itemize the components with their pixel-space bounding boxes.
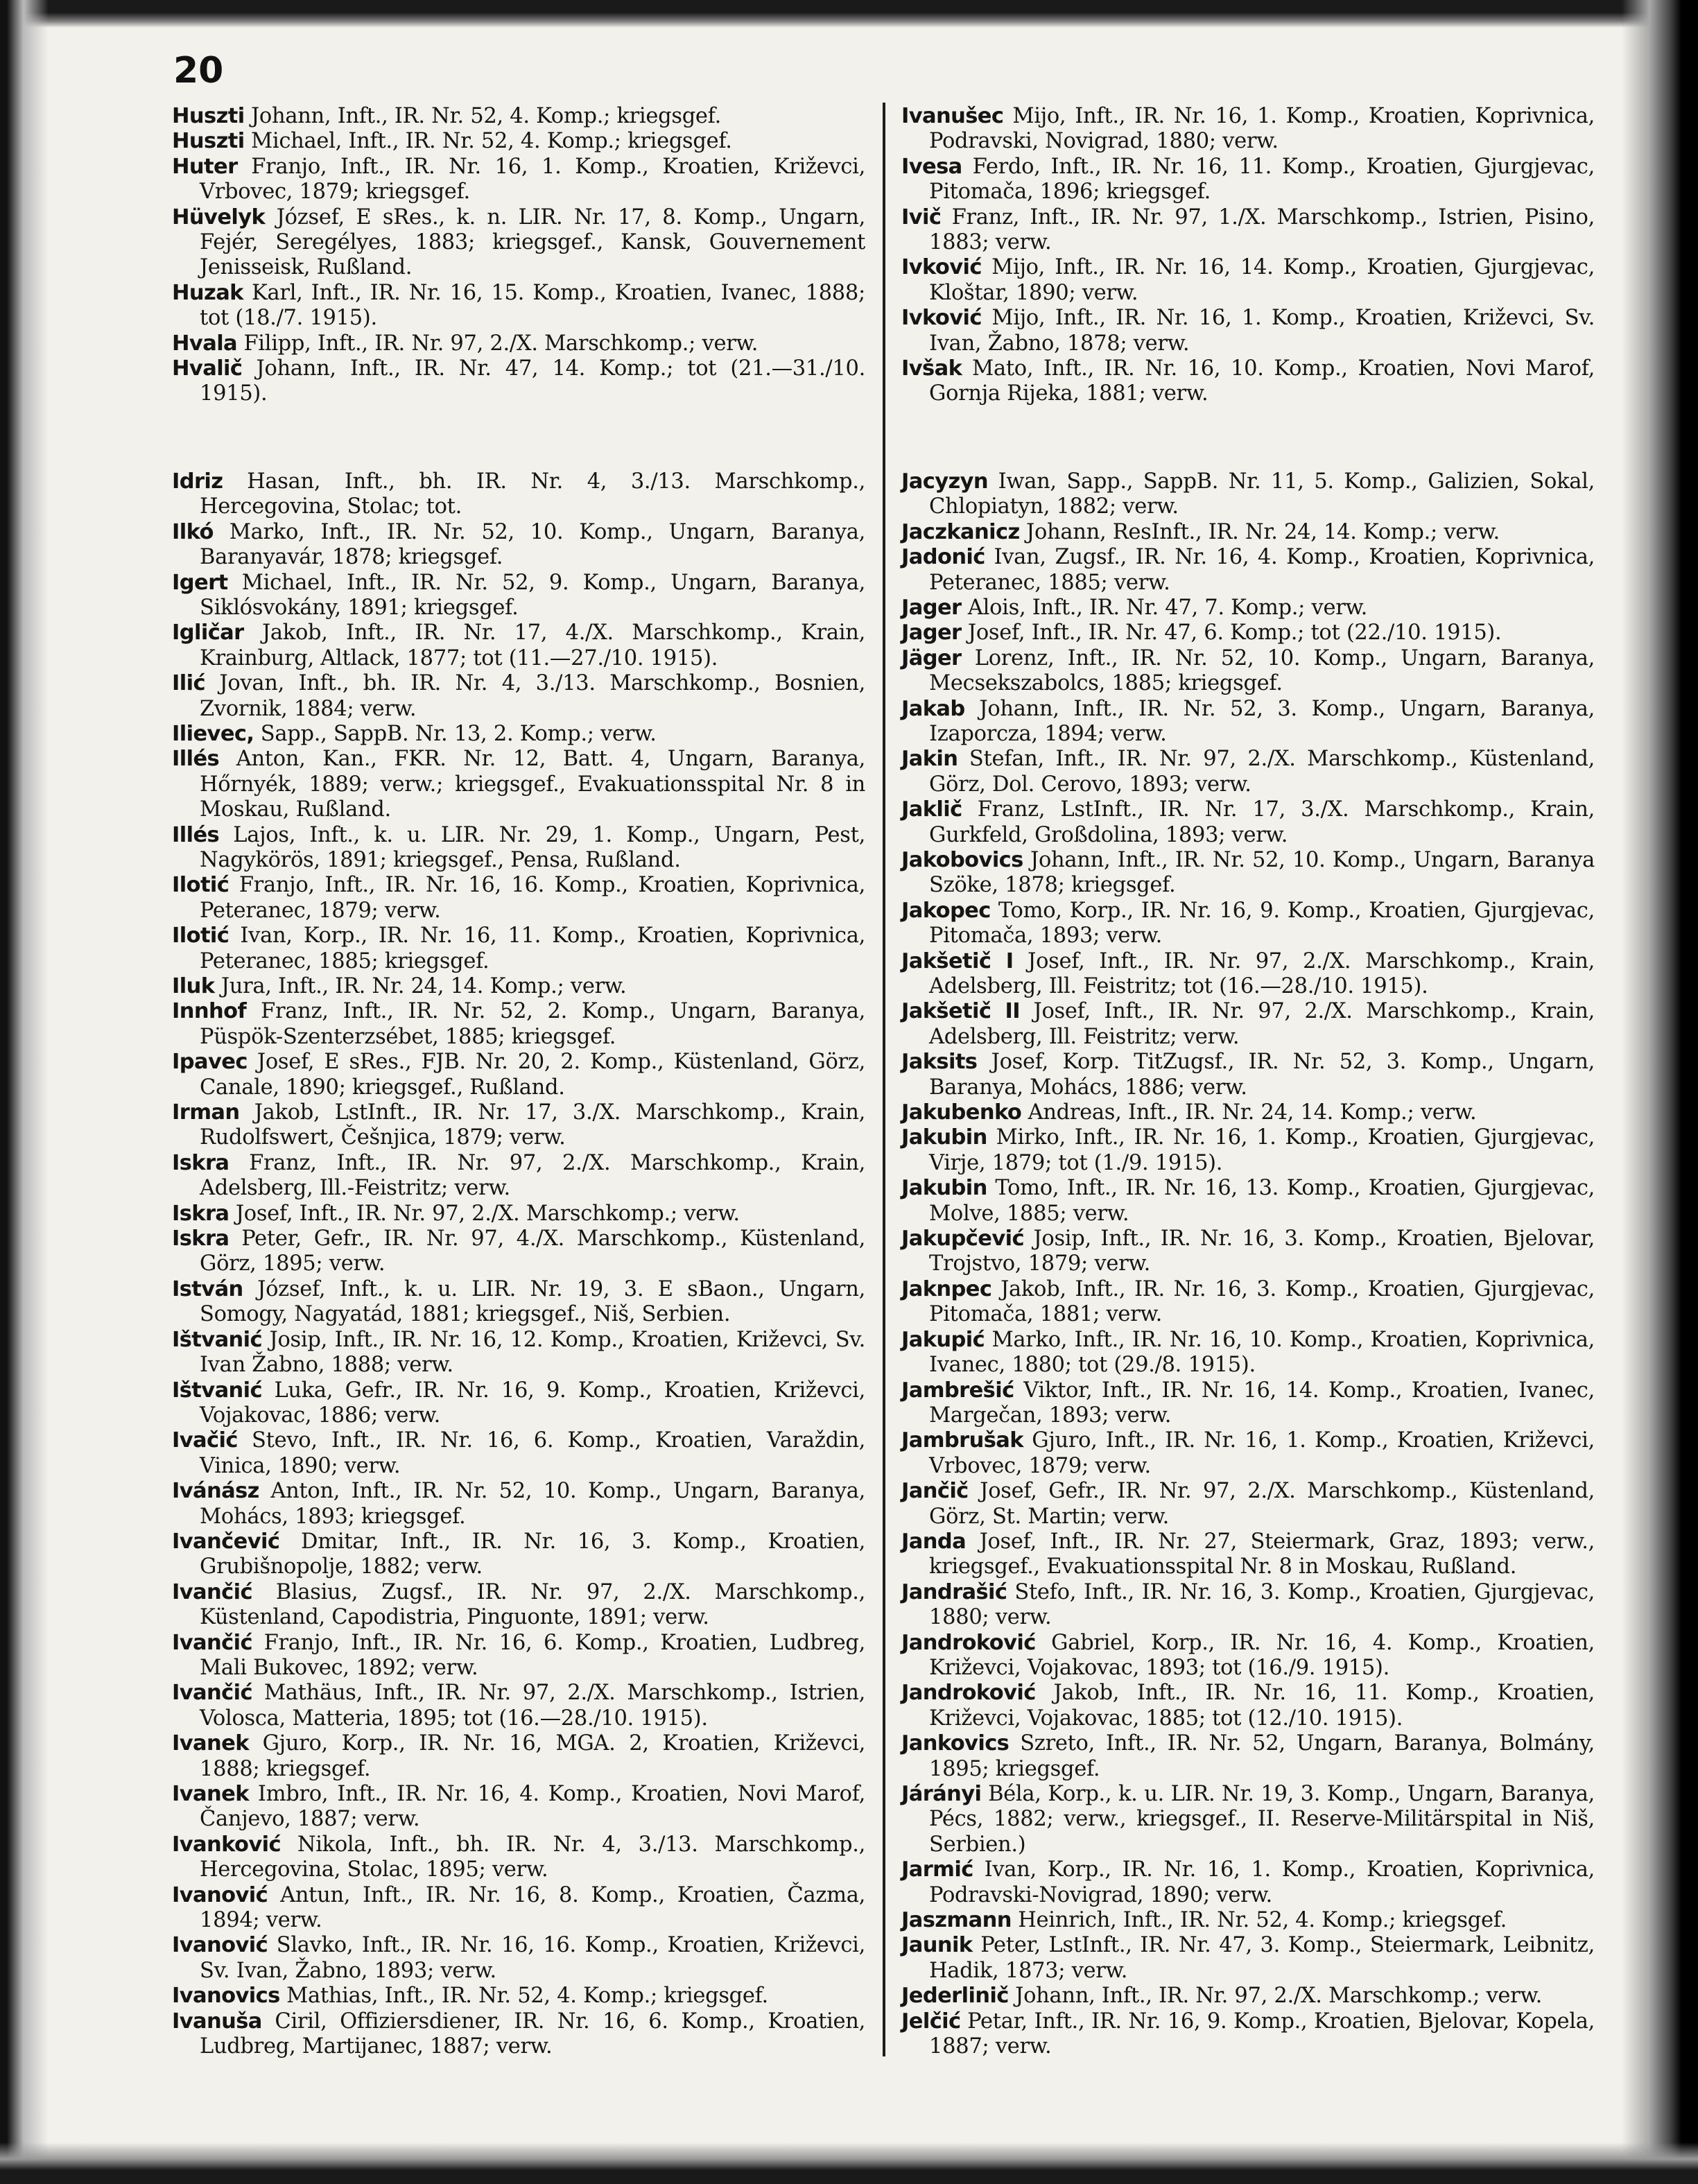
list-entry — [172, 1782, 865, 1832]
entry-surname: Jakubin — [901, 1176, 987, 1201]
list-entry — [901, 747, 1595, 797]
entry-surname: Jakupčević — [901, 1227, 1024, 1251]
entry-details: Béla, Korp., k. u. LIR. Nr. 19, 3. Komp., Ungarn, Baranya, Pécs, 1882; verw., kriegsgef., II. Reserve-Militärspital in Niš, Serbien.) — [929, 1782, 1595, 1857]
entry-surname: Jager — [901, 595, 962, 620]
entry-details: Jakob, Inft., IR. Nr. 16, 3. Komp., Kroatien, Gjurgjevac, Pitomača, 1881; verw. — [929, 1276, 1595, 1327]
scan-border-top — [0, 0, 1698, 28]
list-entry — [172, 747, 865, 822]
list-entry — [901, 1479, 1595, 1529]
list-entry — [901, 1050, 1595, 1100]
entry-details: Tomo, Inft., IR. Nr. 16, 13. Komp., Kroatien, Gjurgjevac, Molve, 1885; verw. — [929, 1176, 1595, 1226]
entry-details: Franjo, Inft., IR. Nr. 16, 16. Komp., Kroatien, Koprivnica, Peteranec, 1879; verw. — [200, 873, 865, 923]
entry-surname: Illés — [172, 747, 220, 772]
entry-surname: Jakobovics — [901, 847, 1023, 872]
entry-details: Michael, Inft., IR. Nr. 52, 4. Komp.; kriegsgef. — [251, 129, 732, 154]
list-entry — [901, 1378, 1595, 1429]
entry-details: Josef, E sRes., FJB. Nr. 20, 2. Komp., Küstenland, Görz, Canale, 1890; kriegsgef., Rußland. — [200, 1050, 865, 1100]
entry-surname: Ivanovics — [172, 1984, 280, 2009]
entry-surname: Jaklič — [901, 797, 962, 822]
list-entry — [901, 1277, 1595, 1328]
entry-details: Gjuro, Inft., IR. Nr. 16, 1. Komp., Kroatien, Križevci, Vrbovec, 1879; verw. — [929, 1428, 1595, 1478]
list-entry — [901, 899, 1595, 949]
entry-surname: Idriz — [172, 469, 223, 494]
entry-details: Mijo, Inft., IR. Nr. 16, 1. Komp., Kroatien, Koprivnica, Podravski, Novigrad, 1880; verw. — [929, 104, 1595, 154]
list-entry — [172, 999, 865, 1050]
entry-surname: Ivančić — [172, 1681, 252, 1706]
entry-surname: Jaknpec — [901, 1276, 992, 1301]
entry-surname: Jaksits — [901, 1050, 978, 1075]
entry-details: Mathias, Inft., IR. Nr. 52, 4. Komp.; kriegsgef. — [286, 1984, 768, 2009]
entry-details: Mirko, Inft., IR. Nr. 16, 1. Komp., Kroatien, Gjurgjevac, Virje, 1879; tot (1./9. 1915). — [929, 1125, 1595, 1175]
list-entry — [901, 1227, 1595, 1277]
entry-surname: Jambrušak — [901, 1428, 1023, 1453]
entry-details: Ivan, Korp., IR. Nr. 16, 11. Komp., Kroatien, Koprivnica, Peteranec, 1885; kriegsgef. — [200, 924, 865, 973]
list-entry — [172, 571, 865, 621]
entry-details: Michael, Inft., IR. Nr. 52, 9. Komp., Ungarn, Baranya, Siklósvokány, 1891; kriegsgef. — [200, 570, 865, 620]
list-entry — [901, 1631, 1595, 1681]
entry-surname: Ivšak — [901, 356, 962, 381]
entry-details: Lajos, Inft., k. u. LIR. Nr. 29, 1. Komp., Ungarn, Pest, Nagykörös, 1891; kriegsgef., Pensa, Rußland. — [200, 822, 865, 872]
entry-details: Franjo, Inft., IR. Nr. 16, 1. Komp., Kroatien, Križevci, Vrbovec, 1879; kriegsgef. — [200, 154, 865, 205]
entry-details: Filipp, Inft., IR. Nr. 97, 2./X. Marschkomp.; verw. — [243, 331, 759, 356]
entry-details: Mato, Inft., IR. Nr. 16, 10. Komp., Kroatien, Novi Marof, Gornja Rijeka, 1881; verw. — [929, 356, 1595, 406]
entry-details: Marko, Inft., IR. Nr. 16, 10. Komp., Kroatien, Koprivnica, Ivanec, 1880; tot (29./8. 1915). — [929, 1327, 1595, 1378]
entry-surname: Ivanek — [172, 1782, 249, 1806]
entry-surname: Igert — [172, 570, 228, 595]
entry-surname: Hüvelyk — [172, 205, 266, 229]
entry-surname: Iskra — [172, 1201, 229, 1226]
entry-surname: Ilotić — [172, 873, 229, 898]
entry-surname: Jarmić — [901, 1857, 973, 1882]
entry-details: Szreto, Inft., IR. Nr. 52, Ungarn, Baranya, Bolmány, 1895; kriegsgef. — [929, 1731, 1595, 1781]
entry-surname: Hvalič — [172, 356, 243, 381]
scan-border-right — [1622, 0, 1698, 2184]
entry-surname: Hvala — [172, 331, 238, 356]
entry-surname: Jandroković — [901, 1630, 1036, 1655]
entry-details: Josef, Inft., IR. Nr. 47, 6. Komp.; tot (22./10. 1915). — [967, 621, 1502, 645]
entry-surname: Jakubenko — [901, 1100, 1022, 1125]
list-entry — [172, 621, 865, 671]
list-entry — [172, 356, 865, 407]
list-entry — [901, 848, 1595, 899]
group-gap — [901, 407, 1595, 469]
entry-details: Ivan, Zugsf., IR. Nr. 16, 4. Komp., Kroatien, Koprivnica, Peteranec, 1885; verw. — [929, 545, 1595, 595]
list-entry — [901, 697, 1595, 747]
entry-surname: Huter — [172, 154, 238, 179]
scan-border-bottom — [0, 2142, 1698, 2184]
entry-details: Josef, Gefr., IR. Nr. 97, 2./X. Marschkomp., Küstenland, Görz, St. Martin; verw. — [929, 1479, 1595, 1529]
entry-details: Jura, Inft., IR. Nr. 24, 14. Komp.; verw. — [220, 974, 627, 998]
list-entry — [901, 1176, 1595, 1227]
entry-surname: Ivančević — [172, 1529, 280, 1554]
entry-surname: Jandroković — [901, 1681, 1036, 1706]
entry-surname: Jederlinič — [901, 1984, 1009, 2009]
list-entry — [172, 1428, 865, 1479]
entry-details: Johann, ResInft., IR. Nr. 24, 14. Komp.; verw. — [1026, 519, 1500, 544]
entry-surname: Illés — [172, 822, 220, 847]
list-entry — [901, 469, 1595, 520]
entry-surname: Jadonić — [901, 545, 985, 570]
entry-surname: Jandrašić — [901, 1579, 1007, 1604]
entry-surname: Irman — [172, 1100, 240, 1125]
entry-details: Ivan, Korp., IR. Nr. 16, 1. Komp., Kroatien, Koprivnica, Podravski-Novigrad, 1890; verw. — [929, 1857, 1595, 1907]
entry-surname: Igličar — [172, 621, 244, 645]
list-entry — [172, 722, 865, 747]
entry-details: Luka, Gefr., IR. Nr. 16, 9. Komp., Kroatien, Križevci, Vojakovac, 1886; verw. — [200, 1378, 866, 1428]
entry-details: Johann, Inft., IR. Nr. 47, 14. Komp.; tot (21.—31./10. 1915). — [200, 356, 865, 406]
left-column — [172, 104, 865, 2059]
entry-surname: Ivanuša — [172, 2009, 262, 2034]
list-entry — [901, 1933, 1595, 1984]
list-entry — [172, 924, 865, 974]
right-column — [901, 104, 1595, 2059]
entry-surname: Ivanušec — [901, 104, 1004, 128]
entry-details: Andreas, Inft., IR. Nr. 24, 14. Komp.; verw. — [1028, 1100, 1477, 1125]
list-entry — [901, 356, 1595, 407]
list-entry — [901, 1328, 1595, 1378]
entry-details: Franz, Inft., IR. Nr. 97, 1./X. Marschkomp., Istrien, Pisino, 1883; verw. — [929, 205, 1595, 255]
entry-details: Stevo, Inft., IR. Nr. 16, 6. Komp., Kroatien, Varaždin, Vinica, 1890; verw. — [200, 1428, 865, 1478]
list-entry — [901, 999, 1595, 1050]
list-entry — [172, 1580, 865, 1631]
entry-details: Johann, Inft., IR. Nr. 52, 3. Komp., Ungarn, Baranya, Izaporcza, 1894; verw. — [929, 696, 1595, 746]
list-entry — [172, 823, 865, 874]
list-entry — [901, 306, 1595, 356]
entry-details: Jakob, Inft., IR. Nr. 16, 11. Komp., Kroatien, Križevci, Vojakovac, 1885; tot (12./10. 1915). — [929, 1681, 1595, 1731]
entry-details: Marko, Inft., IR. Nr. 52, 10. Komp., Ungarn, Baranya, Baranyavár, 1878; kriegsgef. — [200, 519, 865, 570]
column-divider — [883, 103, 885, 2056]
page-number: 20 — [173, 50, 224, 92]
entry-surname: István — [172, 1276, 243, 1301]
list-entry — [901, 545, 1595, 596]
entry-details: Slavko, Inft., IR. Nr. 16, 16. Komp., Kroatien, Križevci, Sv. Ivan, Žabno, 1893; verw. — [200, 1933, 865, 1983]
entry-details: Josef, Korp. TitZugsf., IR. Nr. 52, 3. Komp., Ungarn, Baranya, Mohács, 1886; verw. — [929, 1050, 1595, 1100]
list-entry — [172, 104, 865, 129]
entry-details: Josef, Inft., IR. Nr. 97, 2./X. Marschkomp., Krain, Adelsberg, Ill. Feistritz; verw. — [929, 999, 1595, 1049]
entry-surname: Ivančić — [172, 1630, 252, 1655]
list-entry — [172, 281, 865, 331]
entry-surname: Iluk — [172, 974, 215, 998]
entry-details: Mijo, Inft., IR. Nr. 16, 1. Komp., Kroatien, Križevci, Sv. Ivan, Žabno, 1878; verw. — [929, 306, 1595, 356]
entry-surname: Ivesa — [901, 154, 962, 179]
entry-surname: Jakin — [901, 747, 958, 772]
list-entry — [172, 1202, 865, 1227]
list-entry — [172, 1328, 865, 1378]
list-entry — [172, 873, 865, 924]
entry-details: Franjo, Inft., IR. Nr. 16, 6. Komp., Kroatien, Ludbreg, Mali Bukovec, 1892; verw. — [200, 1630, 865, 1680]
list-entry — [901, 797, 1595, 848]
list-entry — [901, 255, 1595, 306]
entry-surname: Ilotić — [172, 924, 229, 948]
entry-surname: Ivanković — [172, 1832, 281, 1857]
list-entry — [901, 949, 1595, 1000]
entry-surname: Ivanek — [172, 1731, 249, 1756]
entry-details: Mathäus, Inft., IR. Nr. 97, 2./X. Marschkomp., Istrien, Volosca, Matteria, 1895; tot (16.—28./10. 1915). — [200, 1681, 865, 1731]
entry-details: Peter, Gefr., IR. Nr. 97, 4./X. Marschkomp., Küstenland, Görz, 1895; verw. — [200, 1227, 865, 1276]
scan-border-left — [0, 0, 49, 2184]
entry-details: Josip, Inft., IR. Nr. 16, 12. Komp., Kroatien, Križevci, Sv. Ivan Žabno, 1888; verw. — [200, 1327, 865, 1378]
entry-details: Blasius, Zugsf., IR. Nr. 97, 2./X. Marschkomp., Küstenland, Capodistria, Pinguonte, 1891; verw. — [200, 1579, 865, 1630]
list-entry — [901, 1100, 1595, 1125]
entry-surname: Huszti — [172, 104, 245, 128]
list-entry — [172, 520, 865, 571]
entry-details: Anton, Kan., FKR. Nr. 12, Batt. 4, Ungarn, Baranya, Hőrnyék, 1889; verw.; kriegsgef., Evakuationsspital Nr. 8 in Moskau, Rußland. — [200, 747, 865, 822]
entry-details: Franz, Inft., IR. Nr. 97, 2./X. Marschkomp., Krain, Adelsberg, Ill.-Feistritz; verw. — [200, 1150, 866, 1201]
list-entry — [172, 2009, 865, 2060]
entry-surname: Jakšetič II — [901, 999, 1020, 1024]
entry-surname: Ivković — [901, 306, 982, 331]
list-entry — [172, 1631, 865, 1681]
entry-details: Lorenz, Inft., IR. Nr. 52, 10. Komp., Ungarn, Baranya, Mecsekszabolcs, 1885; kriegsgef. — [929, 645, 1595, 696]
entry-surname: Ivačić — [172, 1428, 238, 1453]
list-entry — [901, 596, 1595, 621]
list-entry — [901, 1782, 1595, 1857]
entry-details: Viktor, Inft., IR. Nr. 16, 14. Komp., Kroatien, Ivanec, Margečan, 1893; verw. — [929, 1378, 1595, 1428]
entry-details: Sapp., SappB. Nr. 13, 2. Komp.; verw. — [260, 721, 657, 746]
list-entry — [172, 1731, 865, 1782]
group-gap — [172, 407, 865, 469]
entry-details: Stefan, Inft., IR. Nr. 97, 2./X. Marschkomp., Küstenland, Görz, Dol. Cerovo, 1893; verw. — [929, 747, 1595, 797]
list-entry — [901, 1529, 1595, 1580]
entry-surname: Ilievec, — [172, 721, 254, 746]
entry-surname: Jelčić — [901, 2009, 961, 2034]
entry-surname: Innhof — [172, 999, 247, 1024]
list-entry — [901, 104, 1595, 155]
list-entry — [901, 1428, 1595, 1479]
list-entry — [172, 1681, 865, 1731]
entry-surname: Jambrešić — [901, 1378, 1014, 1403]
entry-details: Johann, Inft., IR. Nr. 97, 2./X. Marschkomp.; verw. — [1015, 1984, 1543, 2009]
list-entry — [172, 974, 865, 999]
list-entry — [172, 331, 865, 356]
entry-details: Anton, Inft., IR. Nr. 52, 10. Komp., Ungarn, Baranya, Mohács, 1893; kriegsgef. — [200, 1479, 865, 1529]
entry-details: Alois, Inft., IR. Nr. 47, 7. Komp.; verw. — [967, 595, 1368, 620]
list-entry — [172, 1277, 865, 1328]
list-entry — [901, 155, 1595, 205]
list-entry — [901, 1580, 1595, 1631]
entry-details: Jovan, Inft., bh. IR. Nr. 4, 3./13. Marschkomp., Bosnien, Zvornik, 1884; verw. — [200, 671, 865, 721]
entry-details: Jakob, LstInft., IR. Nr. 17, 3./X. Marschkomp., Krain, Rudolfswert, Češnjica, 1879; verw. — [200, 1100, 865, 1150]
entry-surname: Jakopec — [901, 898, 991, 923]
entry-surname: Ištvanić — [172, 1378, 262, 1403]
entry-surname: Ivanović — [172, 1933, 268, 1958]
entry-surname: Ištvanić — [172, 1327, 262, 1352]
entry-details: Josef, Inft., IR. Nr. 27, Steiermark, Graz, 1893; verw., kriegsgef., Evakuationsspital Nr. 8 in Moskau, Rußland. — [929, 1529, 1595, 1579]
entry-details: Josef, Inft., IR. Nr. 97, 2./X. Marschkomp.; verw. — [235, 1201, 740, 1226]
list-entry — [901, 2009, 1595, 2060]
entry-surname: Ivanović — [172, 1882, 268, 1907]
entry-surname: Jakupić — [901, 1327, 985, 1352]
entry-details: Tomo, Korp., IR. Nr. 16, 9. Komp., Kroatien, Gjurgjevac, Pitomača, 1893; verw. — [929, 898, 1595, 948]
list-entry — [172, 1883, 865, 1934]
entry-details: Franz, LstInft., IR. Nr. 17, 3./X. Marschkomp., Krain, Gurkfeld, Großdolina, 1893; verw. — [929, 797, 1595, 847]
list-entry — [901, 1984, 1595, 2009]
list-entry — [901, 1731, 1595, 1782]
list-entry — [172, 1151, 865, 1202]
list-entry — [172, 1050, 865, 1100]
entry-surname: Jacyzyn — [901, 469, 989, 494]
list-entry — [172, 469, 865, 520]
entry-details: Josef, Inft., IR. Nr. 97, 2./X. Marschkomp., Krain, Adelsberg, Ill. Feistritz; tot (16.—28./10. 1915). — [929, 948, 1595, 998]
list-entry — [172, 1100, 865, 1151]
list-entry — [901, 1681, 1595, 1731]
entry-details: Ferdo, Inft., IR. Nr. 16, 11. Komp., Kroatien, Gjurgjevac, Pitomača, 1896; kriegsgef. — [929, 154, 1595, 205]
list-entry — [901, 646, 1595, 697]
entry-surname: Ivković — [901, 255, 982, 280]
entry-details: Gabriel, Korp., IR. Nr. 16, 4. Komp., Kroatien, Križevci, Vojakovac, 1893; tot (16./9. 1915). — [929, 1630, 1595, 1680]
entry-group-h — [172, 104, 865, 407]
list-entry — [172, 671, 865, 722]
list-entry — [172, 1479, 865, 1529]
entry-surname: Jager — [901, 621, 962, 645]
list-entry — [901, 205, 1595, 256]
list-entry — [172, 205, 865, 281]
entry-surname: Ilić — [172, 671, 205, 696]
entry-details: Johann, Inft., IR. Nr. 52, 4. Komp.; kriegsgef. — [251, 104, 721, 128]
list-entry — [901, 1125, 1595, 1176]
entry-details: Antun, Inft., IR. Nr. 16, 8. Komp., Kroatien, Čazma, 1894; verw. — [200, 1882, 865, 1933]
entry-details: Stefo, Inft., IR. Nr. 16, 3. Komp., Kroatien, Gjurgjevac, 1880; verw. — [929, 1579, 1595, 1630]
entry-surname: Iskra — [172, 1227, 229, 1251]
entry-surname: Jakubin — [901, 1125, 987, 1150]
list-entry — [172, 1227, 865, 1277]
entry-surname: Huzak — [172, 280, 243, 305]
entry-surname: Janda — [901, 1529, 967, 1554]
entry-surname: Ivič — [901, 205, 942, 229]
entry-details: Hasan, Inft., bh. IR. Nr. 4, 3./13. Marschkomp., Hercegovina, Stolac; tot. — [200, 469, 865, 519]
entry-details: Johann, Inft., IR. Nr. 52, 10. Komp., Ungarn, Baranya Szöke, 1878; kriegsgef. — [929, 847, 1595, 898]
entry-surname: Ilkó — [172, 519, 214, 544]
list-entry — [901, 1908, 1595, 1933]
entry-group-i — [172, 469, 865, 2060]
list-entry — [172, 1933, 865, 1984]
entry-details: Petar, Inft., IR. Nr. 16, 9. Komp., Kroatien, Bjelovar, Kopela, 1887; verw. — [929, 2009, 1595, 2059]
entry-details: Dmitar, Inft., IR. Nr. 16, 3. Komp., Kroatien, Grubišnopolje, 1882; verw. — [200, 1529, 865, 1579]
entry-surname: Ipavec — [172, 1050, 248, 1075]
entry-details: Gjuro, Korp., IR. Nr. 16, MGA. 2, Kroatien, Križevci, 1888; kriegsgef. — [200, 1731, 865, 1781]
entry-surname: Jančič — [901, 1479, 969, 1504]
list-entry — [901, 621, 1595, 645]
entry-surname: Jankovics — [901, 1731, 1010, 1756]
entry-surname: Jaszmann — [901, 1908, 1012, 1933]
entry-surname: Jakab — [901, 696, 965, 721]
entry-details: Iwan, Sapp., SappB. Nr. 11, 5. Komp., Galizien, Sokal, Chlopiatyn, 1882; verw. — [929, 469, 1595, 519]
list-entry — [901, 520, 1595, 545]
entry-surname: Jakšetič I — [901, 948, 1014, 973]
entry-group-i-continued — [901, 104, 1595, 407]
entry-surname: Jaczkanicz — [901, 519, 1020, 544]
entry-surname: Ivánász — [172, 1479, 259, 1504]
entry-details: József, Inft., k. u. LIR. Nr. 19, 3. E sBaon., Ungarn, Somogy, Nagyatád, 1881; kriegsgef., Niš, Serbien. — [200, 1276, 865, 1327]
entry-surname: Huszti — [172, 129, 245, 154]
entry-surname: Ivančić — [172, 1579, 252, 1604]
entry-details: József, E sRes., k. n. LIR. Nr. 17, 8. Komp., Ungarn, Fejér, Seregélyes, 1883; kriegsgef., Kansk, Gouvernement Jenisseisk, Rußland. — [200, 205, 865, 280]
list-entry — [172, 1529, 865, 1580]
entry-details: Ciril, Offiziersdiener, IR. Nr. 16, 6. Komp., Kroatien, Ludbreg, Martijanec, 1887; verw. — [200, 2009, 865, 2059]
entry-details: Imbro, Inft., IR. Nr. 16, 4. Komp., Kroatien, Novi Marof, Čanjevo, 1887; verw. — [200, 1782, 865, 1832]
entry-surname: Iskra — [172, 1150, 229, 1175]
entry-surname: Jäger — [901, 645, 962, 670]
entry-details: Karl, Inft., IR. Nr. 16, 15. Komp., Kroatien, Ivanec, 1888; tot (18./7. 1915). — [200, 280, 865, 331]
list-entry — [172, 1378, 865, 1429]
entry-details: Franz, Inft., IR. Nr. 52, 2. Komp., Ungarn, Baranya, Püspök-Szenterzsébet, 1885; kriegsgef. — [200, 999, 865, 1049]
entry-details: Nikola, Inft., bh. IR. Nr. 4, 3./13. Marschkomp., Hercegovina, Stolac, 1895; verw. — [200, 1832, 865, 1882]
list-entry — [172, 1984, 865, 2009]
entry-group-j — [901, 469, 1595, 2060]
list-entry — [172, 129, 865, 154]
list-entry — [901, 1857, 1595, 1908]
entry-surname: Jaunik — [901, 1933, 973, 1958]
list-entry — [172, 155, 865, 205]
entry-details: Heinrich, Inft., IR. Nr. 52, 4. Komp.; kriegsgef. — [1018, 1908, 1507, 1933]
entry-details: Jakob, Inft., IR. Nr. 17, 4./X. Marschkomp., Krain, Krainburg, Altlack, 1877; tot (11.—27./10. 1915). — [200, 621, 865, 670]
entry-details: Mijo, Inft., IR. Nr. 16, 14. Komp., Kroatien, Gjurgjevac, Kloštar, 1890; verw. — [929, 255, 1595, 305]
entry-details: Josip, Inft., IR. Nr. 16, 3. Komp., Kroatien, Bjelovar, Trojstvo, 1879; verw. — [929, 1227, 1595, 1276]
list-entry — [172, 1832, 865, 1883]
entry-details: Peter, LstInft., IR. Nr. 47, 3. Komp., Steiermark, Leibnitz, Hadik, 1873; verw. — [929, 1933, 1595, 1983]
entry-surname: Járányi — [901, 1782, 982, 1806]
